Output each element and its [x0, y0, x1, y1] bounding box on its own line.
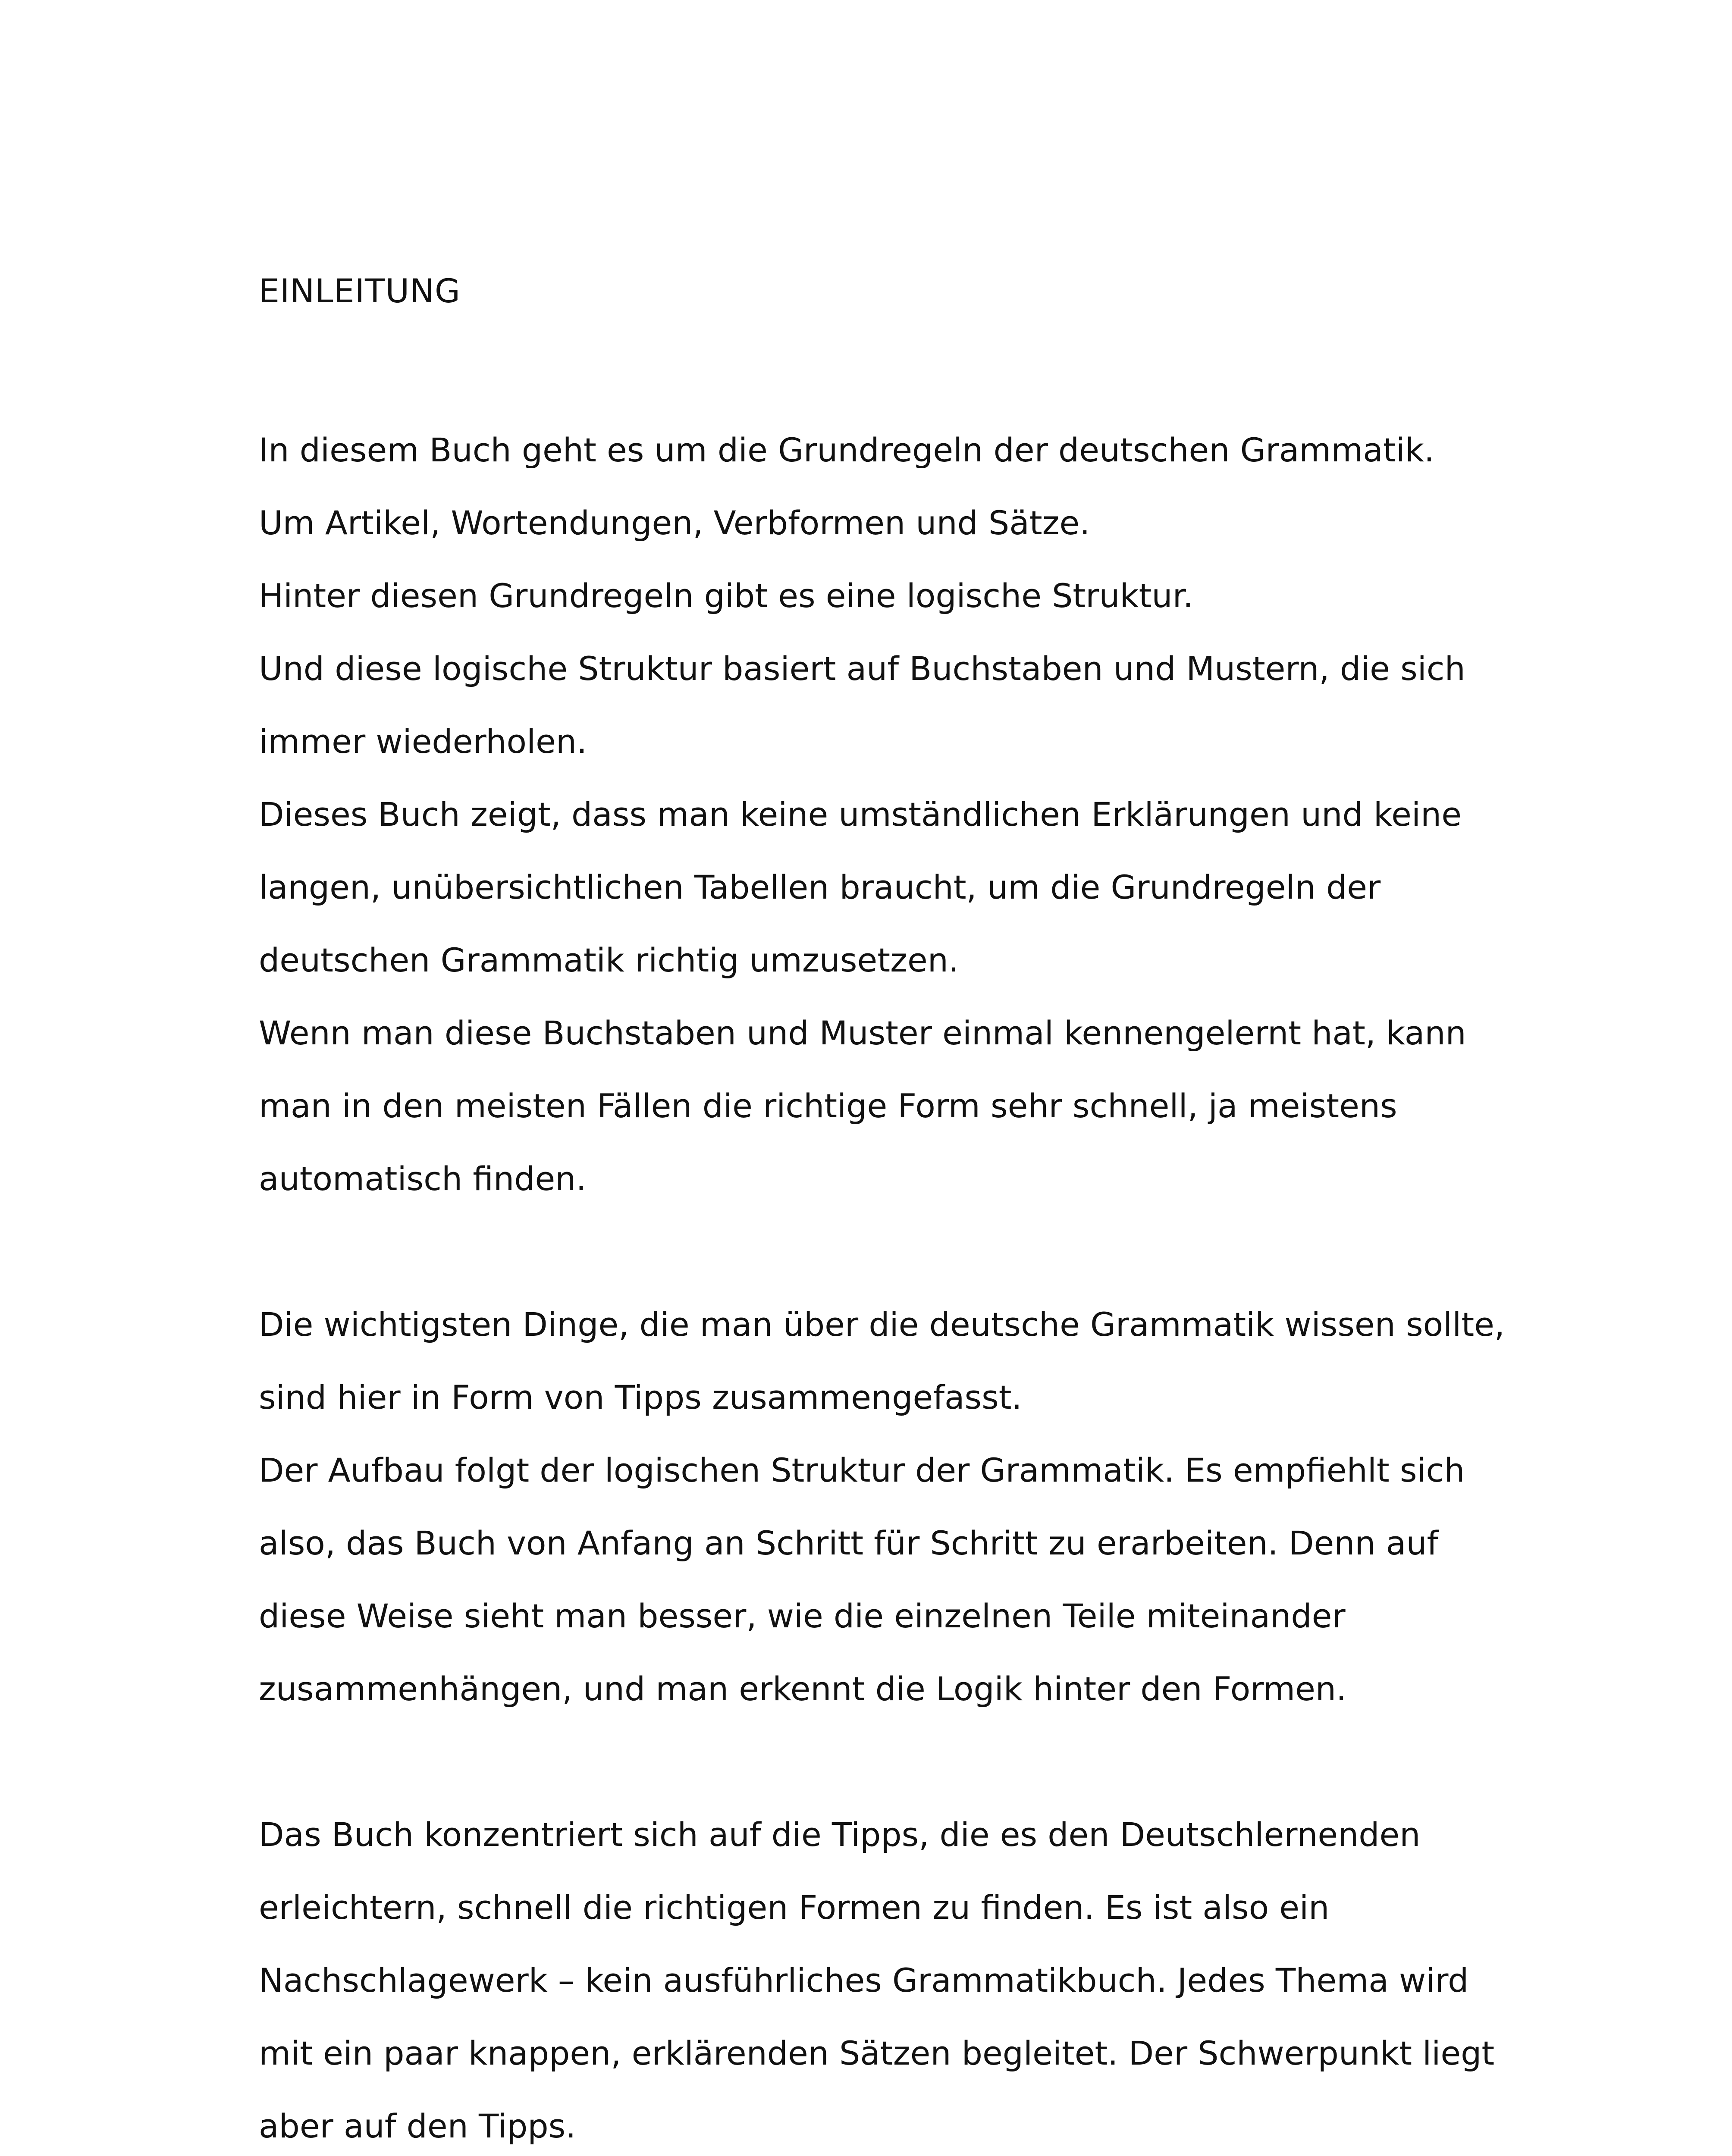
- paragraph-2: [259, 1288, 1553, 1725]
- text-line: immer wiederholen.: [259, 722, 587, 761]
- heading-spacer: [259, 327, 1553, 414]
- paragraph-spacer: [259, 1215, 1553, 1288]
- paragraph-spacer: [259, 1725, 1553, 1798]
- paragraph-1: [259, 414, 1553, 1215]
- text-line: diese Weise sieht man besser, wie die einzelnen Teile miteinander: [259, 1597, 1346, 1635]
- text-line: Hinter diesen Grundregeln gibt es eine logische Struktur.: [259, 577, 1194, 615]
- paragraph-3: [259, 1798, 1553, 2156]
- text-line: sind hier in Form von Tipps zusammengefasst.: [259, 1378, 1022, 1416]
- text-line: erleichtern, schnell die richtigen Formen zu finden. Es ist also ein: [259, 1888, 1330, 1927]
- document-body: [259, 254, 1553, 2156]
- text-line: zusammenhängen, und man erkennt die Logik hinter den Formen.: [259, 1670, 1347, 1708]
- text-line: Das Buch konzentriert sich auf die Tipps, die es den Deutschlernenden: [259, 1815, 1421, 1854]
- text-line: Dieses Buch zeigt, dass man keine umständlichen Erklärungen und keine: [259, 795, 1462, 834]
- text-line: aber auf den Tipps.: [259, 2107, 576, 2145]
- text-line: Der Aufbau folgt der logischen Struktur der Grammatik. Es empfiehlt sich: [259, 1451, 1465, 1489]
- page-title: EINLEITUNG: [259, 272, 461, 310]
- text-line: man in den meisten Fällen die richtige Form sehr schnell, ja meistens: [259, 1087, 1397, 1125]
- text-line: Nachschlagewerk – kein ausführliches Grammatikbuch. Jedes Thema wird: [259, 1961, 1469, 1999]
- text-line: mit ein paar knappen, erklärenden Sätzen begleitet. Der Schwerpunkt liegt: [259, 2034, 1495, 2072]
- text-line: Die wichtigsten Dinge, die man über die deutsche Grammatik wissen sollte,: [259, 1305, 1505, 1344]
- text-line: Wenn man diese Buchstaben und Muster einmal kennengelernt hat, kann: [259, 1014, 1466, 1052]
- text-line: also, das Buch von Anfang an Schritt für Schritt zu erarbeiten. Denn auf: [259, 1524, 1439, 1562]
- text-line: In diesem Buch geht es um die Grundregeln der deutschen Grammatik.: [259, 431, 1435, 469]
- text-line: Und diese logische Struktur basiert auf Buchstaben und Mustern, die sich: [259, 649, 1465, 688]
- text-line: langen, unübersichtlichen Tabellen braucht, um die Grundregeln der: [259, 868, 1381, 906]
- text-line: Um Artikel, Wortendungen, Verbformen und Sätze.: [259, 504, 1090, 542]
- text-line: automatisch finden.: [259, 1159, 587, 1198]
- text-line: deutschen Grammatik richtig umzusetzen.: [259, 941, 959, 979]
